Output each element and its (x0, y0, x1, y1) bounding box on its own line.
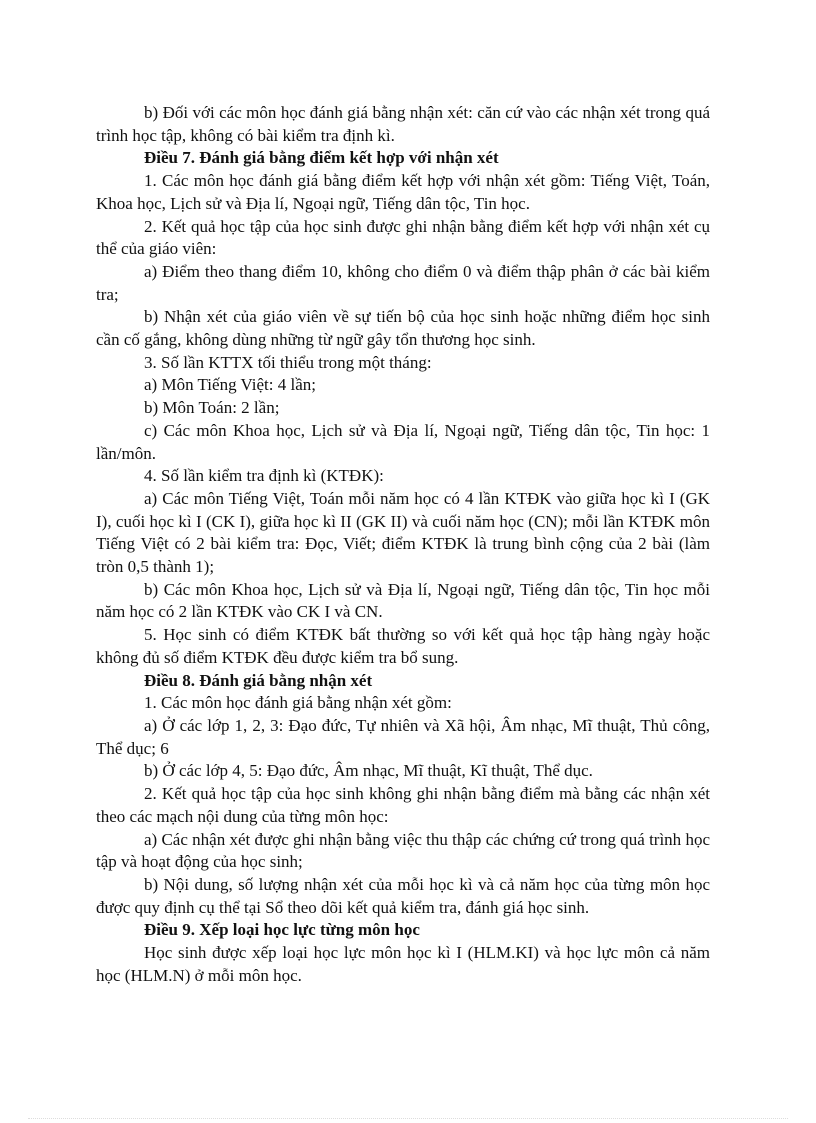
paragraph: c) Các môn Khoa học, Lịch sử và Địa lí, Ngoại ngữ, Tiếng dân tộc, Tin học: 1 lần/môn. (96, 420, 710, 463)
document-body (96, 102, 710, 987)
paragraph: a) Điểm theo thang điểm 10, không cho điểm 0 và điểm thập phân ở các bài kiểm tra; (96, 261, 710, 304)
paragraph: 5. Học sinh có điểm KTĐK bất thường so với kết quả học tập hàng ngày hoặc không đủ số điểm KTĐK đều được kiểm tra bổ sung. (96, 625, 710, 667)
paragraph: a) Các môn Tiếng Việt, Toán mỗi năm học có 4 lần KTĐK vào giữa học kì I (GK I), cuối học kì I (CK I), giữa học kì II (GK II) và cuối năm học (CN); mỗi lần KTĐK môn Tiếng Việt có 2 bài kiểm tra: Đọc, Viết; điểm KTĐK là trung bình cộng của 2 bài (làm tròn 0,5 thành 1); (96, 488, 710, 577)
paragraph: 1. Các môn học đánh giá bằng nhận xét gồm: (144, 693, 452, 713)
paragraph: b) Môn Toán: 2 lần; (144, 398, 280, 418)
paragraph: b) Nội dung, số lượng nhận xét của mỗi học kì và cả năm học của từng môn học được quy định cụ thể tại Sổ theo dõi kết quả kiểm tra, đánh giá học sinh. (96, 874, 710, 917)
paragraph: b) Nhận xét của giáo viên về sự tiến bộ của học sinh hoặc những điểm học sinh cần cố gắng, không dùng những từ ngữ gây tổn thương học sinh. (96, 307, 710, 350)
paragraph: a) Ở các lớp 1, 2, 3: Đạo đức, Tự nhiên và Xã hội, Âm nhạc, Mĩ thuật, Thủ công, Thể dục; 6 (96, 715, 710, 758)
article-9-heading: Điều 9. Xếp loại học lực từng môn học (144, 920, 420, 940)
paragraph: a) Môn Tiếng Việt: 4 lần; (144, 375, 316, 395)
paragraph: b) Ở các lớp 4, 5: Đạo đức, Âm nhạc, Mĩ thuật, Kĩ thuật, Thể dục. (144, 761, 593, 781)
article-8-heading: Điều 8. Đánh giá bằng nhận xét (144, 670, 373, 690)
paragraph: b) Đối với các môn học đánh giá bằng nhận xét: căn cứ vào các nhận xét trong quá trình học tập, không có bài kiểm tra định kì. (96, 103, 710, 145)
paragraph: Học sinh được xếp loại học lực môn học kì I (HLM.KI) và học lực môn cả năm học (HLM.N) ở mỗi môn học. (96, 943, 710, 985)
paragraph: 4. Số lần kiểm tra định kì (KTĐK): (144, 466, 384, 486)
paragraph: 2. Kết quả học tập của học sinh được ghi nhận bằng điểm kết hợp với nhận xét cụ thể của giáo viên: (96, 216, 710, 259)
paragraph: 2. Kết quả học tập của học sinh không ghi nhận bằng điểm mà bằng các nhận xét theo các mạch nội dung của từng môn học: (96, 784, 710, 826)
page-bottom-divider (28, 1118, 788, 1119)
paragraph: b) Các môn Khoa học, Lịch sử và Địa lí, Ngoại ngữ, Tiếng dân tộc, Tin học mỗi năm học có 2 lần KTĐK vào CK I và CN. (96, 579, 710, 622)
paragraph: 3. Số lần KTTX tối thiểu trong một tháng: (144, 352, 432, 372)
paragraph: 1. Các môn học đánh giá bằng điểm kết hợp với nhận xét gồm: Tiếng Việt, Toán, Khoa học, Lịch sử và Địa lí, Ngoại ngữ, Tiếng dân tộc, Tin học. (96, 171, 710, 213)
paragraph: a) Các nhận xét được ghi nhận bằng việc thu thập các chứng cứ trong quá trình học tập và hoạt động của học sinh; (96, 829, 710, 872)
article-7-heading: Điều 7. Đánh giá bằng điểm kết hợp với nhận xét (144, 148, 499, 168)
